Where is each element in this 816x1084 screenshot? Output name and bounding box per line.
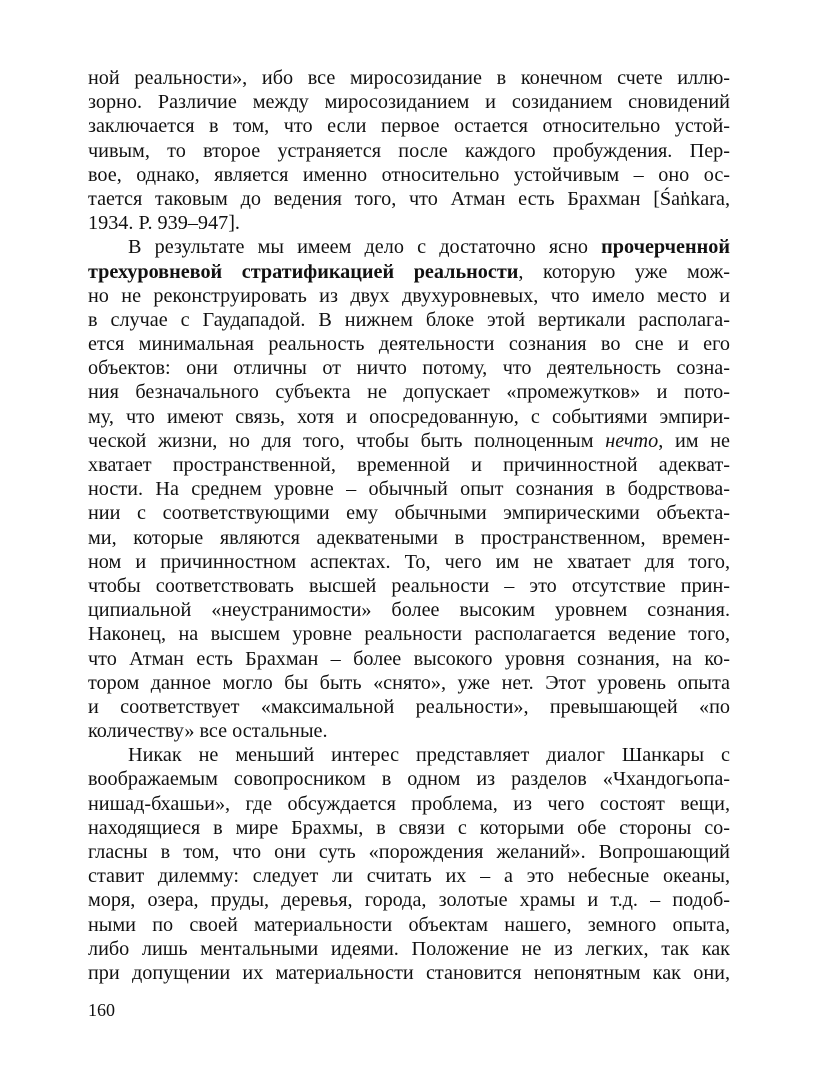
text-line: чтобы соответствовать высшей реальности – это отсутствие прин- — [88, 574, 730, 597]
text-line: ном и причинностном аспектах. То, чего им не хватает для того, — [88, 550, 730, 573]
italic-term: нечто — [605, 429, 659, 452]
text-line: находящиеся в мире Брахмы, в связи с которыми обе стороны со- — [88, 816, 730, 839]
text-line: количеству» все остальные. — [88, 720, 328, 743]
text-line: тается таковым до ведения того, что Атман есть Брахман [Śaṅkara, — [88, 187, 730, 210]
text-line: хватает пространственной, временной и причинностной адекват- — [88, 454, 730, 476]
text-line: чивым, то второе устраняется после каждого пробуждения. Пер- — [88, 139, 730, 162]
text-line: при допущении их материальности становится непонятным как они, — [88, 961, 730, 984]
paragraph-start-line: Никак не меньший интерес представляет диалог Шанкары с — [128, 744, 730, 767]
text-run: , которую уже мож- — [518, 260, 730, 283]
bold-term: трехуровневой стратификацией реальности — [88, 260, 519, 283]
text-line: что Атман есть Брахман – более высокого уровня сознания, на ко- — [88, 647, 730, 670]
text-line: объектов: они отличны от ничто потому, что деятельность созна- — [88, 357, 730, 380]
text-line: ными по своей материальности объектам нашего, земного опыта, — [88, 913, 730, 936]
paragraph-start-line — [88, 235, 730, 259]
text-line: ния безначального субъекта не допускает «промежутков» и пото- — [88, 381, 730, 404]
text-line: вое, однако, является именно относительно устойчивым – оно ос- — [88, 163, 730, 186]
text-line: му, что имеют связь, хотя и опосредованную, с событиями эмпири- — [88, 405, 730, 428]
text-line: ется минимальная реальность деятельности сознания во сне и его — [88, 333, 730, 356]
text-line: ности. На среднем уровне – обычный опыт сознания в бодрствова- — [88, 478, 730, 501]
bold-term: прочерченной — [601, 236, 730, 259]
text-line: и соответствует «максимальной реальности», превышающей «по — [88, 695, 730, 718]
text-line: но не реконструировать из двух двухуровневых, что имело место и — [88, 284, 730, 307]
text-line — [88, 429, 730, 453]
text-line: либо лишь ментальными идеями. Положение не из легких, так как — [88, 937, 730, 960]
text-line: ципиальной «неустранимости» более высоким уровнем сознания. — [88, 599, 730, 622]
text-line: нии с соответствующими ему обычными эмпирическими объекта- — [88, 502, 730, 525]
text-line: тором данное могло бы быть «снято», уже нет. Этот уровень опыта — [88, 671, 730, 694]
text-line: гласны в том, что они суть «порождения желаний». Вопрошающий — [88, 841, 730, 863]
text-line: воображаемым совопросником в одном из разделов «Чхандогьопа- — [88, 768, 730, 791]
text-line — [88, 260, 730, 284]
text-line: ми, которые являются адекватеными в пространственном, времен- — [88, 526, 730, 549]
text-line: зорно. Различие между миросозиданием и созиданием сновидений — [88, 91, 730, 114]
text-line: ной реальности», ибо все миросозидание в конечном счете иллю- — [88, 67, 730, 89]
text-line: Наконец, на высшем уровне реальности располагается ведение того, — [88, 623, 730, 646]
text-run: В результате мы имеем дело с достаточно ясно — [128, 236, 602, 259]
page-number: 160 — [88, 1000, 115, 1020]
text-line: 1934. P. 939–947]. — [88, 212, 240, 235]
text-run: , им не — [658, 429, 731, 452]
text-line: моря, озера, пруды, деревья, города, золотые храмы и т.д. – подоб- — [88, 889, 730, 912]
text-line: ставит дилемму: следует ли считать их – а это небесные океаны, — [88, 865, 730, 888]
text-line: заключается в том, что если первое остается относительно устой- — [88, 115, 730, 138]
text-line: в случае с Гаудападой. В нижнем блоке этой вертикали располага- — [88, 308, 730, 331]
text-run: ческой жизни, но для того, чтобы быть полноценным — [88, 429, 606, 452]
body-text — [88, 66, 730, 985]
text-line: нишад-бхашьи», где обсуждается проблема, из чего состоят вещи, — [88, 792, 730, 815]
